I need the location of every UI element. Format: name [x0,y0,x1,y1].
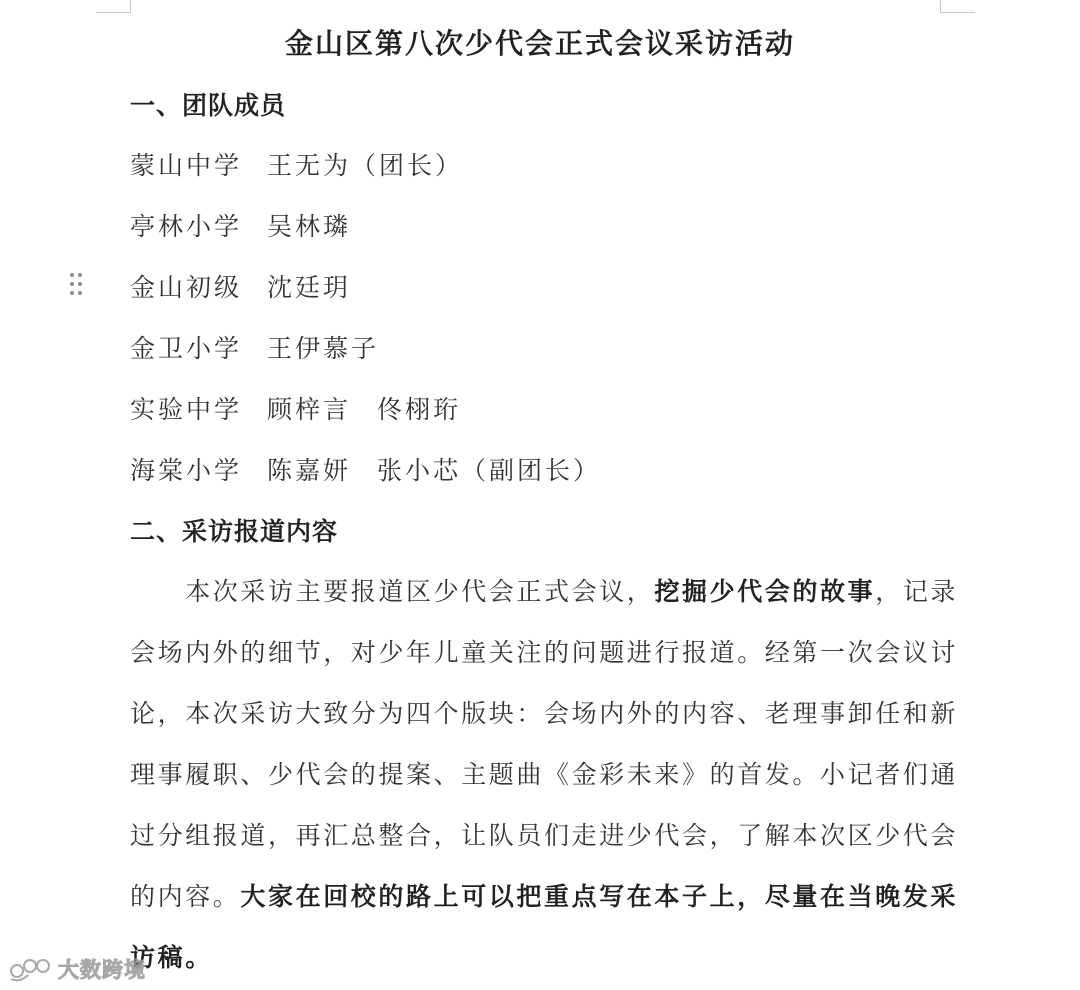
line-text: 论，本次采访大致分为四个版块：会场内外的内容、老理事卸任和新 [130,699,959,728]
member-name: 吴林璘 [267,212,352,241]
member-name: 沈廷玥 [267,273,352,302]
line-text: ，记录 [875,577,959,606]
line-bold-text: 挖掘少代会的故事 [654,577,876,606]
watermark-logo-icon [8,955,54,983]
paragraph-line [130,755,958,791]
member-name: 王伊慕子 [267,334,380,363]
member-name: 佟栩珩 [377,395,462,424]
member-school: 金卫小学 [130,334,243,363]
member-name: 顾梓言 [267,395,352,424]
member-row [130,390,487,426]
paragraph-line [130,816,958,852]
member-name: 张小芯（副团长） [377,456,602,485]
watermark-text: 大数跨境 [58,959,146,982]
member-row [130,329,405,365]
drag-handle-icon[interactable] [70,273,84,295]
line-bold-text: 大家在回校的路上可以把重点写在本子上，尽量在当晚发采 [240,882,959,911]
member-school: 亭林小学 [130,212,243,241]
line-text: 本次采访主要报道区少代会正式会议， [130,577,655,606]
member-row [130,207,377,243]
member-school: 金山初级 [130,273,243,302]
page-corner-mark-right [940,0,975,13]
member-school: 蒙山中学 [130,151,243,180]
page-corner-mark-left [96,0,131,13]
section-heading-report-content: 二、采访报道内容 [130,517,339,546]
document-title: 金山区第八次少代会正式会议采访活动 [284,27,795,60]
member-row [130,451,627,487]
section-heading-team-members: 一、团队成员 [130,91,287,120]
member-row [130,268,377,304]
paragraph-line [130,572,958,608]
member-name: 陈嘉妍 [267,456,352,485]
line-text: 会场内外的细节，对少年儿童关注的问题进行报道。经第一次会议讨 [130,638,959,667]
member-name: 王无为（团长） [267,151,464,180]
paragraph-line [130,633,958,669]
line-text: 的内容。 [130,882,241,911]
line-text: 理事履职、少代会的提案、主题曲《金彩未来》的首发。小记者们通 [130,760,959,789]
paragraph-line [130,694,958,730]
watermark [8,952,146,986]
member-school: 海棠小学 [130,456,243,485]
member-school: 实验中学 [130,395,243,424]
member-row [130,146,489,182]
line-bold-text: 访稿。 [130,943,213,972]
line-text: 过分组报道，再汇总整合，让队员们走进少代会，了解本次区少代会 [130,821,959,850]
paragraph-line [130,877,958,913]
